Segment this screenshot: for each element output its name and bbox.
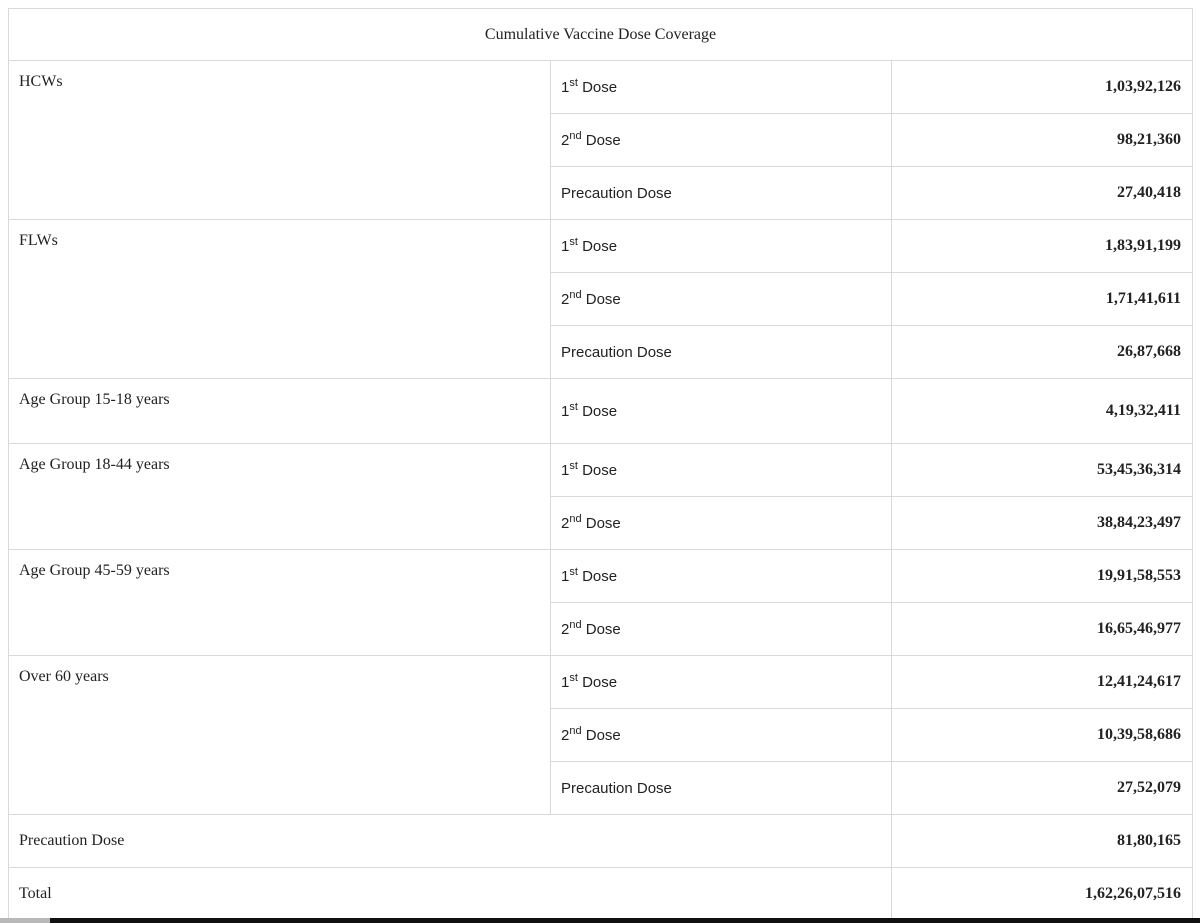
dose-count-value: 27,52,079 <box>892 762 1193 815</box>
dose-count-value: 1,83,91,199 <box>892 220 1193 273</box>
dose-ordinal-suffix: st <box>569 459 578 472</box>
summary-value: 1,62,26,07,516 <box>892 868 1193 921</box>
dose-count-value: 16,65,46,977 <box>892 603 1193 656</box>
dose-label: Dose <box>581 726 621 744</box>
dose-type-cell <box>551 167 892 220</box>
dose-type-cell <box>551 762 892 815</box>
dose-label: Precaution Dose <box>561 779 672 797</box>
dose-type-cell <box>551 326 892 379</box>
dose-type-cell <box>551 497 892 550</box>
table-row <box>9 220 1193 273</box>
dose-count-value: 4,19,32,411 <box>892 379 1193 444</box>
dose-type-cell <box>551 603 892 656</box>
dose-number: 1 <box>561 78 570 96</box>
dose-type-cell <box>551 656 892 709</box>
dose-count-value: 19,91,58,553 <box>892 550 1193 603</box>
summary-row <box>9 868 1193 921</box>
dose-number: 2 <box>561 726 570 744</box>
dose-number: 1 <box>561 237 570 255</box>
dose-count-value: 10,39,58,686 <box>892 709 1193 762</box>
summary-label: Precaution Dose <box>9 815 892 868</box>
dose-ordinal-suffix: st <box>569 671 578 684</box>
dose-type-cell <box>551 273 892 326</box>
dose-label: Precaution Dose <box>561 184 672 202</box>
dose-label: Dose <box>581 620 621 638</box>
table-row <box>9 444 1193 497</box>
group-label: FLWs <box>9 220 551 379</box>
dose-type-cell <box>551 220 892 273</box>
dose-label: Dose <box>581 514 621 532</box>
dose-ordinal-suffix: nd <box>569 129 582 142</box>
summary-label: Total <box>9 868 892 921</box>
group-label: HCWs <box>9 61 551 220</box>
table-row <box>9 379 1193 444</box>
dose-label: Precaution Dose <box>561 343 672 361</box>
dose-label: Dose <box>577 567 618 585</box>
dose-ordinal-suffix: nd <box>569 288 582 301</box>
summary-row <box>9 815 1193 868</box>
dose-count-value: 53,45,36,314 <box>892 444 1193 497</box>
vaccine-coverage-table-container <box>8 8 1192 921</box>
dose-label: Dose <box>577 78 618 96</box>
table-title: Cumulative Vaccine Dose Coverage <box>9 9 1193 61</box>
dose-label: Dose <box>581 131 621 149</box>
dose-count-value: 38,84,23,497 <box>892 497 1193 550</box>
dose-label: Dose <box>577 461 618 479</box>
dose-number: 2 <box>561 514 570 532</box>
dose-number: 2 <box>561 290 570 308</box>
dose-number: 1 <box>561 567 570 585</box>
dose-count-value: 26,87,668 <box>892 326 1193 379</box>
table-row <box>9 61 1193 114</box>
dose-type-cell <box>551 379 892 444</box>
dose-number: 2 <box>561 620 570 638</box>
dose-ordinal-suffix: nd <box>569 618 582 631</box>
dose-ordinal-suffix: nd <box>569 724 582 737</box>
dose-count-value: 1,03,92,126 <box>892 61 1193 114</box>
dose-label: Dose <box>577 673 618 691</box>
group-label: Age Group 15-18 years <box>9 379 551 444</box>
group-label: Over 60 years <box>9 656 551 815</box>
dose-number: 1 <box>561 402 570 420</box>
dose-label: Dose <box>577 402 618 420</box>
summary-value: 81,80,165 <box>892 815 1193 868</box>
dose-type-cell <box>551 709 892 762</box>
dose-type-cell <box>551 444 892 497</box>
vaccine-coverage-table <box>8 8 1193 921</box>
dose-count-value: 27,40,418 <box>892 167 1193 220</box>
bottom-edge-left <box>0 918 50 923</box>
dose-number: 1 <box>561 673 570 691</box>
table-row <box>9 550 1193 603</box>
title-row <box>9 9 1193 61</box>
dose-type-cell <box>551 550 892 603</box>
dose-type-cell <box>551 61 892 114</box>
dose-label: Dose <box>581 290 621 308</box>
dose-number: 1 <box>561 461 570 479</box>
bottom-edge-bar <box>50 918 1200 923</box>
dose-type-cell <box>551 114 892 167</box>
dose-ordinal-suffix: st <box>569 400 578 413</box>
dose-count-value: 12,41,24,617 <box>892 656 1193 709</box>
dose-number: 2 <box>561 131 570 149</box>
table-row <box>9 656 1193 709</box>
group-label: Age Group 18-44 years <box>9 444 551 550</box>
dose-ordinal-suffix: st <box>569 235 578 248</box>
dose-ordinal-suffix: nd <box>569 512 582 525</box>
dose-label: Dose <box>577 237 618 255</box>
dose-count-value: 98,21,360 <box>892 114 1193 167</box>
group-label: Age Group 45-59 years <box>9 550 551 656</box>
dose-ordinal-suffix: st <box>569 565 578 578</box>
dose-ordinal-suffix: st <box>569 76 578 89</box>
dose-count-value: 1,71,41,611 <box>892 273 1193 326</box>
